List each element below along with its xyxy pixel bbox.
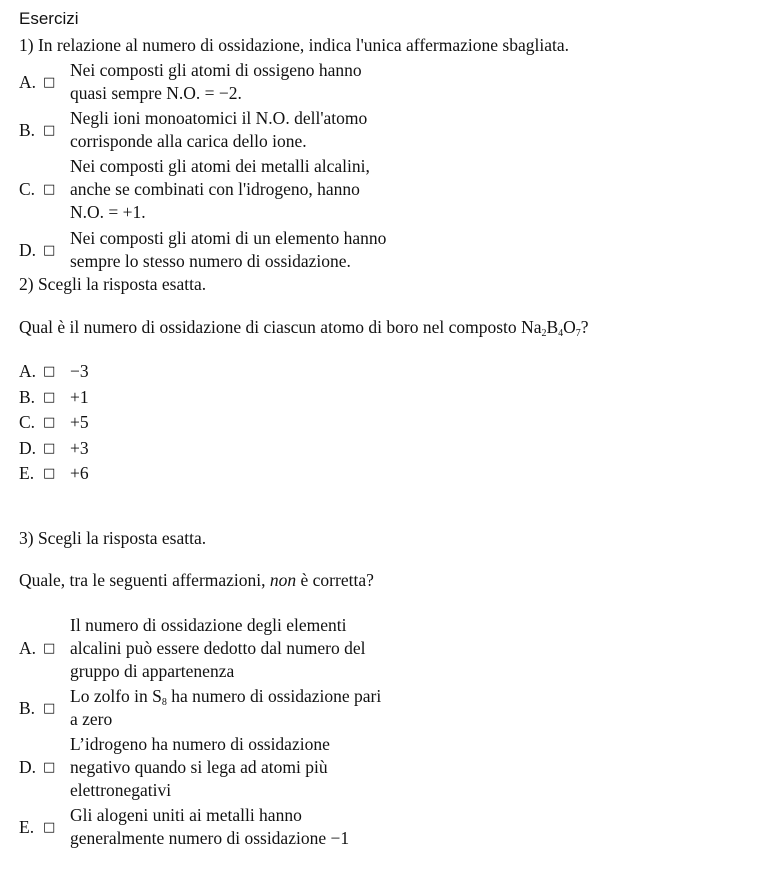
question-3-prompt: 3) Scegli la risposta esatta. xyxy=(19,528,207,548)
option-letter: B. xyxy=(19,697,36,718)
option-text: Lo zolfo in $S_8$ ha numero di ossidazione pari a zero xyxy=(70,686,382,729)
option-text: Nei composti gli atomi di ossigeno hanno quasi sempre N.O. = −2. xyxy=(70,60,362,103)
option-text: L’idrogeno ha numero di ossidazione negativo quando si lega ad atomi più elettronegativi xyxy=(70,734,330,800)
option-letter: C. xyxy=(19,412,36,432)
q2-option-b[interactable] xyxy=(19,386,539,409)
option-letter: B. xyxy=(19,387,36,407)
q1-option-d[interactable] xyxy=(19,227,539,273)
question-1-prompt: 1) In relazione al numero di ossidazione, indica l'unica affermazione sbagliata. xyxy=(19,35,569,55)
option-letter: E. xyxy=(19,463,35,483)
option-text: +5 xyxy=(70,412,89,432)
checkbox-icon[interactable]: □ xyxy=(43,182,56,197)
checkbox-icon[interactable]: □ xyxy=(43,242,56,258)
option-text: Negli ioni monoatomici il N.O. dell'atomo corrisponde alla carica dello ione. xyxy=(70,108,368,151)
option-letter: A. xyxy=(19,361,37,381)
checkbox-icon[interactable]: □ xyxy=(43,760,56,775)
option-text: −3 xyxy=(70,361,89,381)
q1-option-c[interactable] xyxy=(19,155,539,224)
option-letter: E. xyxy=(19,816,35,837)
q2-option-a[interactable] xyxy=(19,360,539,383)
checkbox-icon[interactable]: □ xyxy=(43,390,56,405)
q3-option-d[interactable] xyxy=(19,733,539,802)
checkbox-icon[interactable]: □ xyxy=(43,364,56,379)
option-text: Nei composti gli atomi di un elemento hanno sempre lo stesso numero di ossidazione. xyxy=(70,228,387,271)
option-letter: D. xyxy=(19,239,37,260)
checkbox-icon[interactable]: □ xyxy=(43,74,56,90)
q2-option-d[interactable] xyxy=(19,437,539,460)
checkbox-icon[interactable]: □ xyxy=(43,641,56,656)
option-letter: B. xyxy=(19,119,36,140)
question-2-text: Qual è il numero di ossidazione di ciascun atomo di boro nel composto $Na_2B_4O_7$? xyxy=(19,317,589,339)
option-letter: A. xyxy=(19,71,37,92)
exercise-title: Esercizi xyxy=(19,9,79,28)
formula: $Na_2B_4O_7$ xyxy=(521,317,581,339)
option-text: +3 xyxy=(70,438,89,458)
option-letter: C. xyxy=(19,179,36,199)
q1-option-a[interactable] xyxy=(19,59,539,105)
question-2-prompt: 2) Scegli la risposta esatta. xyxy=(19,274,207,294)
q2-option-e[interactable] xyxy=(19,462,539,485)
option-text: +6 xyxy=(70,463,89,483)
q3-option-b[interactable] xyxy=(19,685,539,731)
question-3-text: Quale, tra le seguenti affermazioni, non è corretta? xyxy=(19,570,374,590)
checkbox-icon[interactable]: □ xyxy=(43,819,56,835)
q2-option-c[interactable] xyxy=(19,411,539,434)
option-text: Il numero di ossidazione degli elementi alcalini può essere dedotto dal numero del gruppo di appartenenza xyxy=(70,615,366,681)
q3-option-a[interactable] xyxy=(19,614,539,683)
checkbox-icon[interactable]: □ xyxy=(43,415,56,430)
option-text: +1 xyxy=(70,387,89,407)
option-letter: D. xyxy=(19,757,37,777)
option-text: Nei composti gli atomi dei metalli alcalini, anche se combinati con l'idrogeno, hanno N.O. = +1. xyxy=(70,156,370,222)
checkbox-icon[interactable]: □ xyxy=(43,700,56,716)
q1-option-b[interactable] xyxy=(19,107,539,153)
checkbox-icon[interactable]: □ xyxy=(43,122,56,138)
q3-option-e[interactable] xyxy=(19,804,539,850)
checkbox-icon[interactable]: □ xyxy=(43,466,56,481)
option-text: Gli alogeni uniti ai metalli hanno generalmente numero di ossidazione −1 xyxy=(70,805,350,848)
checkbox-icon[interactable]: □ xyxy=(43,441,56,456)
option-letter: A. xyxy=(19,638,37,658)
option-letter: D. xyxy=(19,438,37,458)
